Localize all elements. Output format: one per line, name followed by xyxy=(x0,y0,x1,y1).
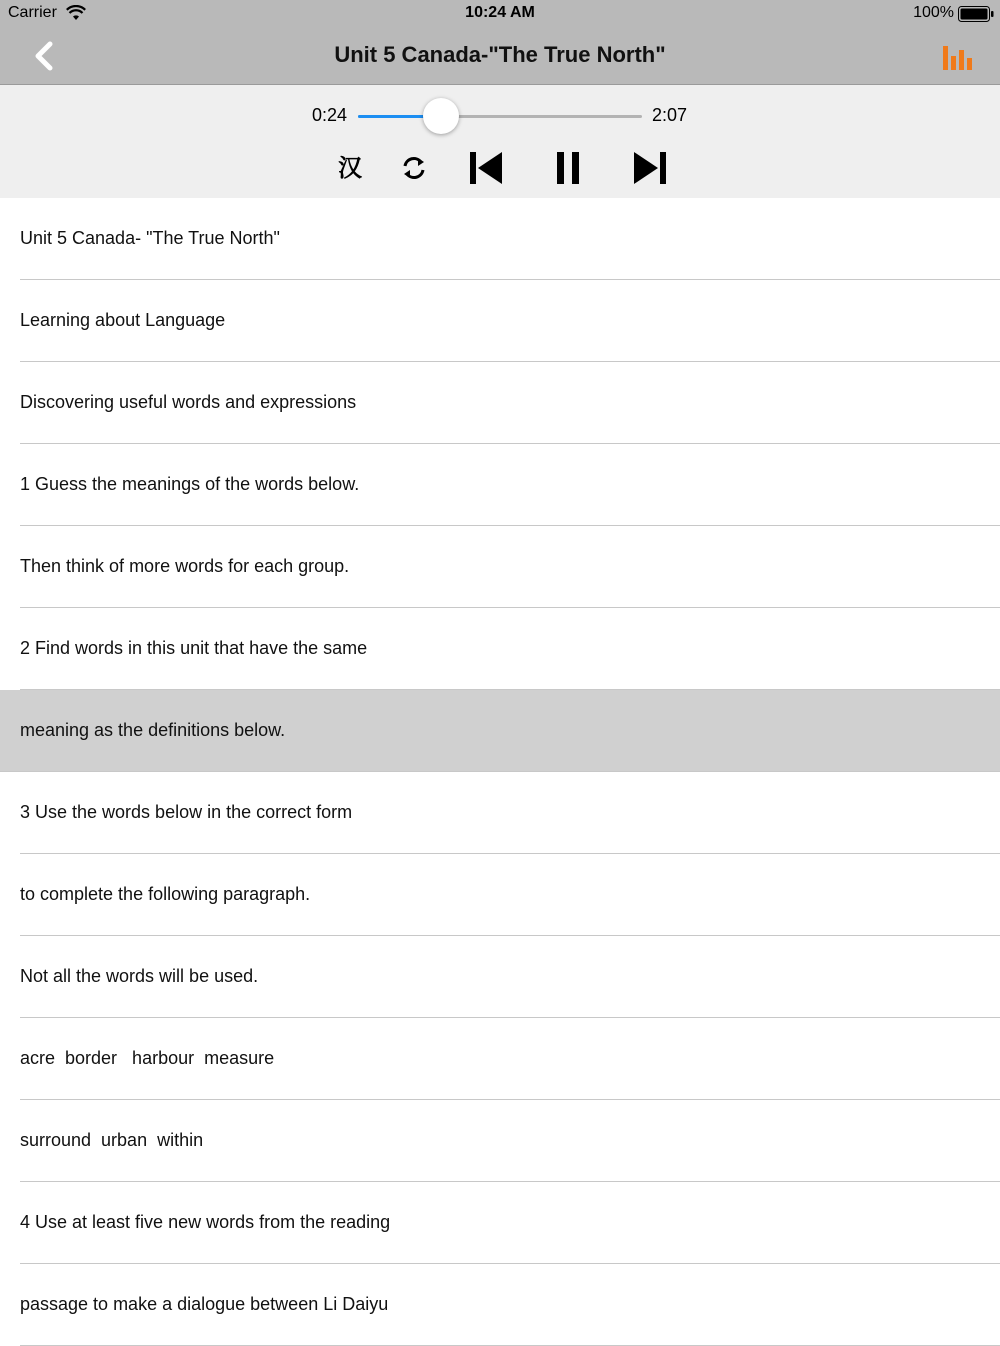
sentence-row[interactable] xyxy=(0,362,1000,444)
carrier-label: Carrier xyxy=(8,4,57,21)
sentence-list xyxy=(0,198,1000,1346)
repeat-icon[interactable] xyxy=(400,149,428,187)
equalizer-chart-icon[interactable] xyxy=(942,42,976,72)
sentence-text: acre border harbour measure xyxy=(20,1048,275,1068)
sentence-row[interactable] xyxy=(0,444,1000,526)
sentence-row[interactable] xyxy=(0,1182,1000,1264)
sentence-text: meaning as the definitions below. xyxy=(20,720,286,740)
current-time: 0:24 xyxy=(312,105,348,125)
audio-player xyxy=(0,85,1000,198)
sentence-text: Unit 5 Canada- "The True North" xyxy=(20,228,280,248)
sentence-row[interactable] xyxy=(0,690,1000,772)
sentence-text: passage to make a dialogue between Li Daiyu xyxy=(20,1294,389,1314)
total-time: 2:07 xyxy=(652,105,688,125)
next-track-icon[interactable] xyxy=(632,149,668,187)
slider-thumb[interactable] xyxy=(423,98,459,134)
progress-slider[interactable] xyxy=(358,97,642,133)
sentence-row[interactable] xyxy=(0,608,1000,690)
sentence-row[interactable] xyxy=(0,772,1000,854)
previous-track-icon[interactable] xyxy=(468,149,504,187)
sentence-text: to complete the following paragraph. xyxy=(20,884,311,904)
sentence-row[interactable] xyxy=(0,526,1000,608)
sentence-row[interactable] xyxy=(0,936,1000,1018)
sentence-row[interactable] xyxy=(0,198,1000,280)
battery-percent: 100% xyxy=(913,4,954,21)
sentence-text: 4 Use at least five new words from the reading xyxy=(20,1212,391,1232)
sentence-text: Not all the words will be used. xyxy=(20,966,259,986)
page-title: Unit 5 Canada-"The True North" xyxy=(334,42,666,67)
navigation-bar xyxy=(0,28,1000,85)
status-bar xyxy=(0,0,1000,28)
sentence-text: surround urban within xyxy=(20,1130,204,1150)
sentence-text: 3 Use the words below in the correct form xyxy=(20,802,353,822)
sentence-row[interactable] xyxy=(0,854,1000,936)
translate-toggle-button[interactable]: 汉 xyxy=(338,154,362,182)
sentence-row[interactable] xyxy=(0,280,1000,362)
sentence-row[interactable] xyxy=(0,1018,1000,1100)
sentence-text: Learning about Language xyxy=(20,310,226,330)
sentence-text: Discovering useful words and expressions xyxy=(20,392,357,412)
pause-icon[interactable] xyxy=(554,149,582,187)
sentence-text: 1 Guess the meanings of the words below. xyxy=(20,474,360,494)
sentence-row[interactable] xyxy=(0,1100,1000,1182)
sentence-text: 2 Find words in this unit that have the same xyxy=(20,638,368,658)
status-time: 10:24 AM xyxy=(465,4,535,21)
battery-icon xyxy=(958,6,994,22)
sentence-text: Then think of more words for each group. xyxy=(20,556,350,576)
